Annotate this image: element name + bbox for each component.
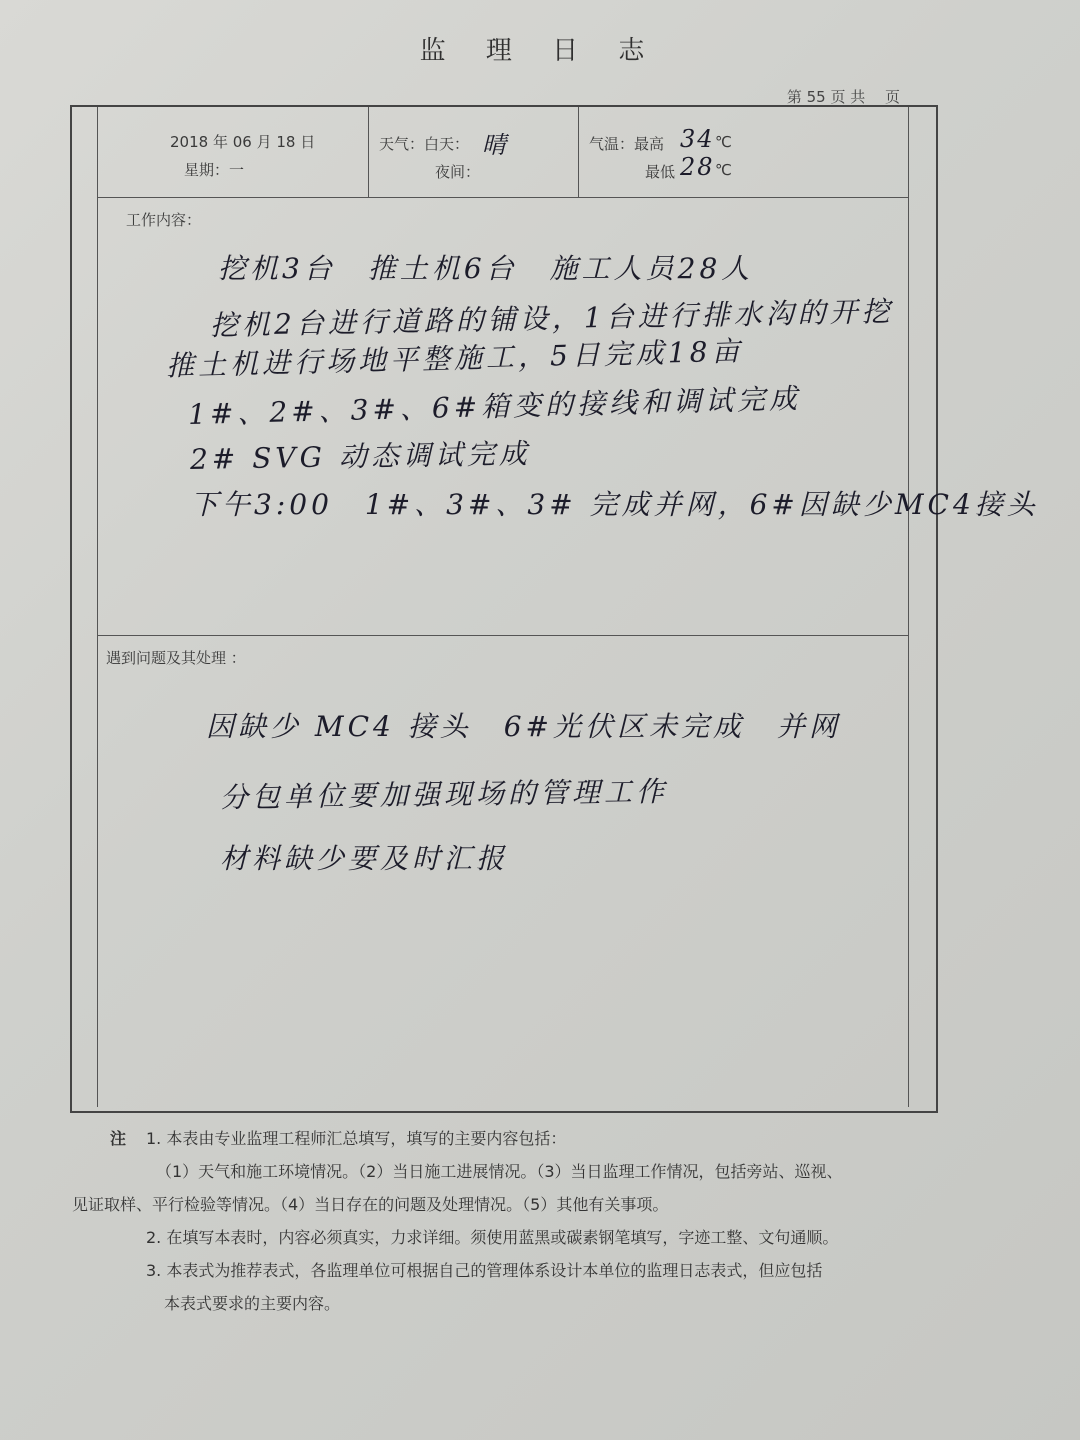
problem-line-3: 材料缺少要及时汇报: [220, 842, 509, 875]
note-item-1-detail-a: （1）天气和施工环境情况。（2）当日施工进展情况。（3）当日监理工作情况，包括旁站、巡视、: [156, 1162, 843, 1181]
work-line-5: 2# SVG 动态调试完成: [189, 437, 532, 476]
problems-divider: [98, 635, 908, 636]
page-number: 第 55 页 共 页: [786, 88, 900, 106]
note-item-2: 2. 在填写本表时，内容必须真实，力求详细。须使用蓝黑或碳素钢笔填写，字迹工整、文句通顺。: [146, 1228, 839, 1247]
note-row-6: [70, 1287, 950, 1320]
work-content-label: 工作内容：: [126, 211, 202, 229]
temp-low-label: 最低: [645, 163, 676, 181]
temp-low-value: 28: [680, 153, 715, 181]
weather-night-label: 夜间：: [435, 163, 481, 181]
note-row-2: [70, 1155, 950, 1188]
work-line-2: 挖机2台进行道路的铺设，1台进行排水沟的开挖: [209, 294, 894, 343]
note-item-3: 3. 本表式为推荐表式，各监理单位可根据自己的管理体系设计本单位的监理日志表式，但应包括: [146, 1261, 823, 1280]
footnotes: [70, 1122, 950, 1320]
work-line-1: 挖机3台 推土机6台 施工人员28人: [218, 252, 754, 285]
note-row-1: [70, 1122, 950, 1155]
note-row-4: [70, 1221, 950, 1254]
note-item-1: 1. 本表由专业监理工程师汇总填写，填写的主要内容包括：: [146, 1129, 567, 1148]
work-line-6: 下午3:00 1#、3#、3# 完成并网，6#因缺少MC4接头: [190, 488, 1039, 521]
temp-high-value: 34: [680, 125, 715, 153]
document-title: 监 理 日 志: [419, 36, 661, 66]
form-inner-frame: [97, 107, 1039, 1107]
temp-high-unit: ℃: [715, 133, 732, 151]
note-row-5: [70, 1254, 950, 1287]
header-divider: [98, 197, 908, 198]
date-line: 2018 年 06 月 18 日: [170, 133, 316, 151]
weather-day-value: 晴: [482, 131, 508, 159]
note-item-1-detail-b: 见证取样、平行检验等情况。（4）当日存在的问题及处理情况。（5）其他有关事项。: [72, 1195, 669, 1214]
log-form: [70, 105, 1039, 1113]
note-prefix: 注: [110, 1129, 127, 1148]
problem-line-1: 因缺少 MC4 接头 6#光伏区未完成 并网: [206, 710, 841, 743]
problems-label: 遇到问题及其处理 ：: [106, 649, 246, 667]
problem-line-2: 分包单位要加强现场的管理工作: [219, 774, 669, 815]
weather-day-label: 天气：白天：: [379, 135, 470, 153]
header-col-divider-2: [578, 107, 579, 197]
work-line-3: 推土机进行场地平整施工，5日完成18亩: [165, 334, 744, 383]
temp-low-unit: ℃: [715, 161, 732, 179]
header-col-divider-1: [368, 107, 369, 197]
note-item-3-cont: 本表式要求的主要内容。: [164, 1294, 341, 1313]
work-line-4: 1#、2#、3#、6#箱变的接线和调试完成: [187, 381, 802, 432]
note-row-3: [70, 1188, 950, 1221]
temp-high-label: 气温：最高: [589, 135, 665, 153]
weekday-line: 星期：一: [184, 161, 245, 179]
